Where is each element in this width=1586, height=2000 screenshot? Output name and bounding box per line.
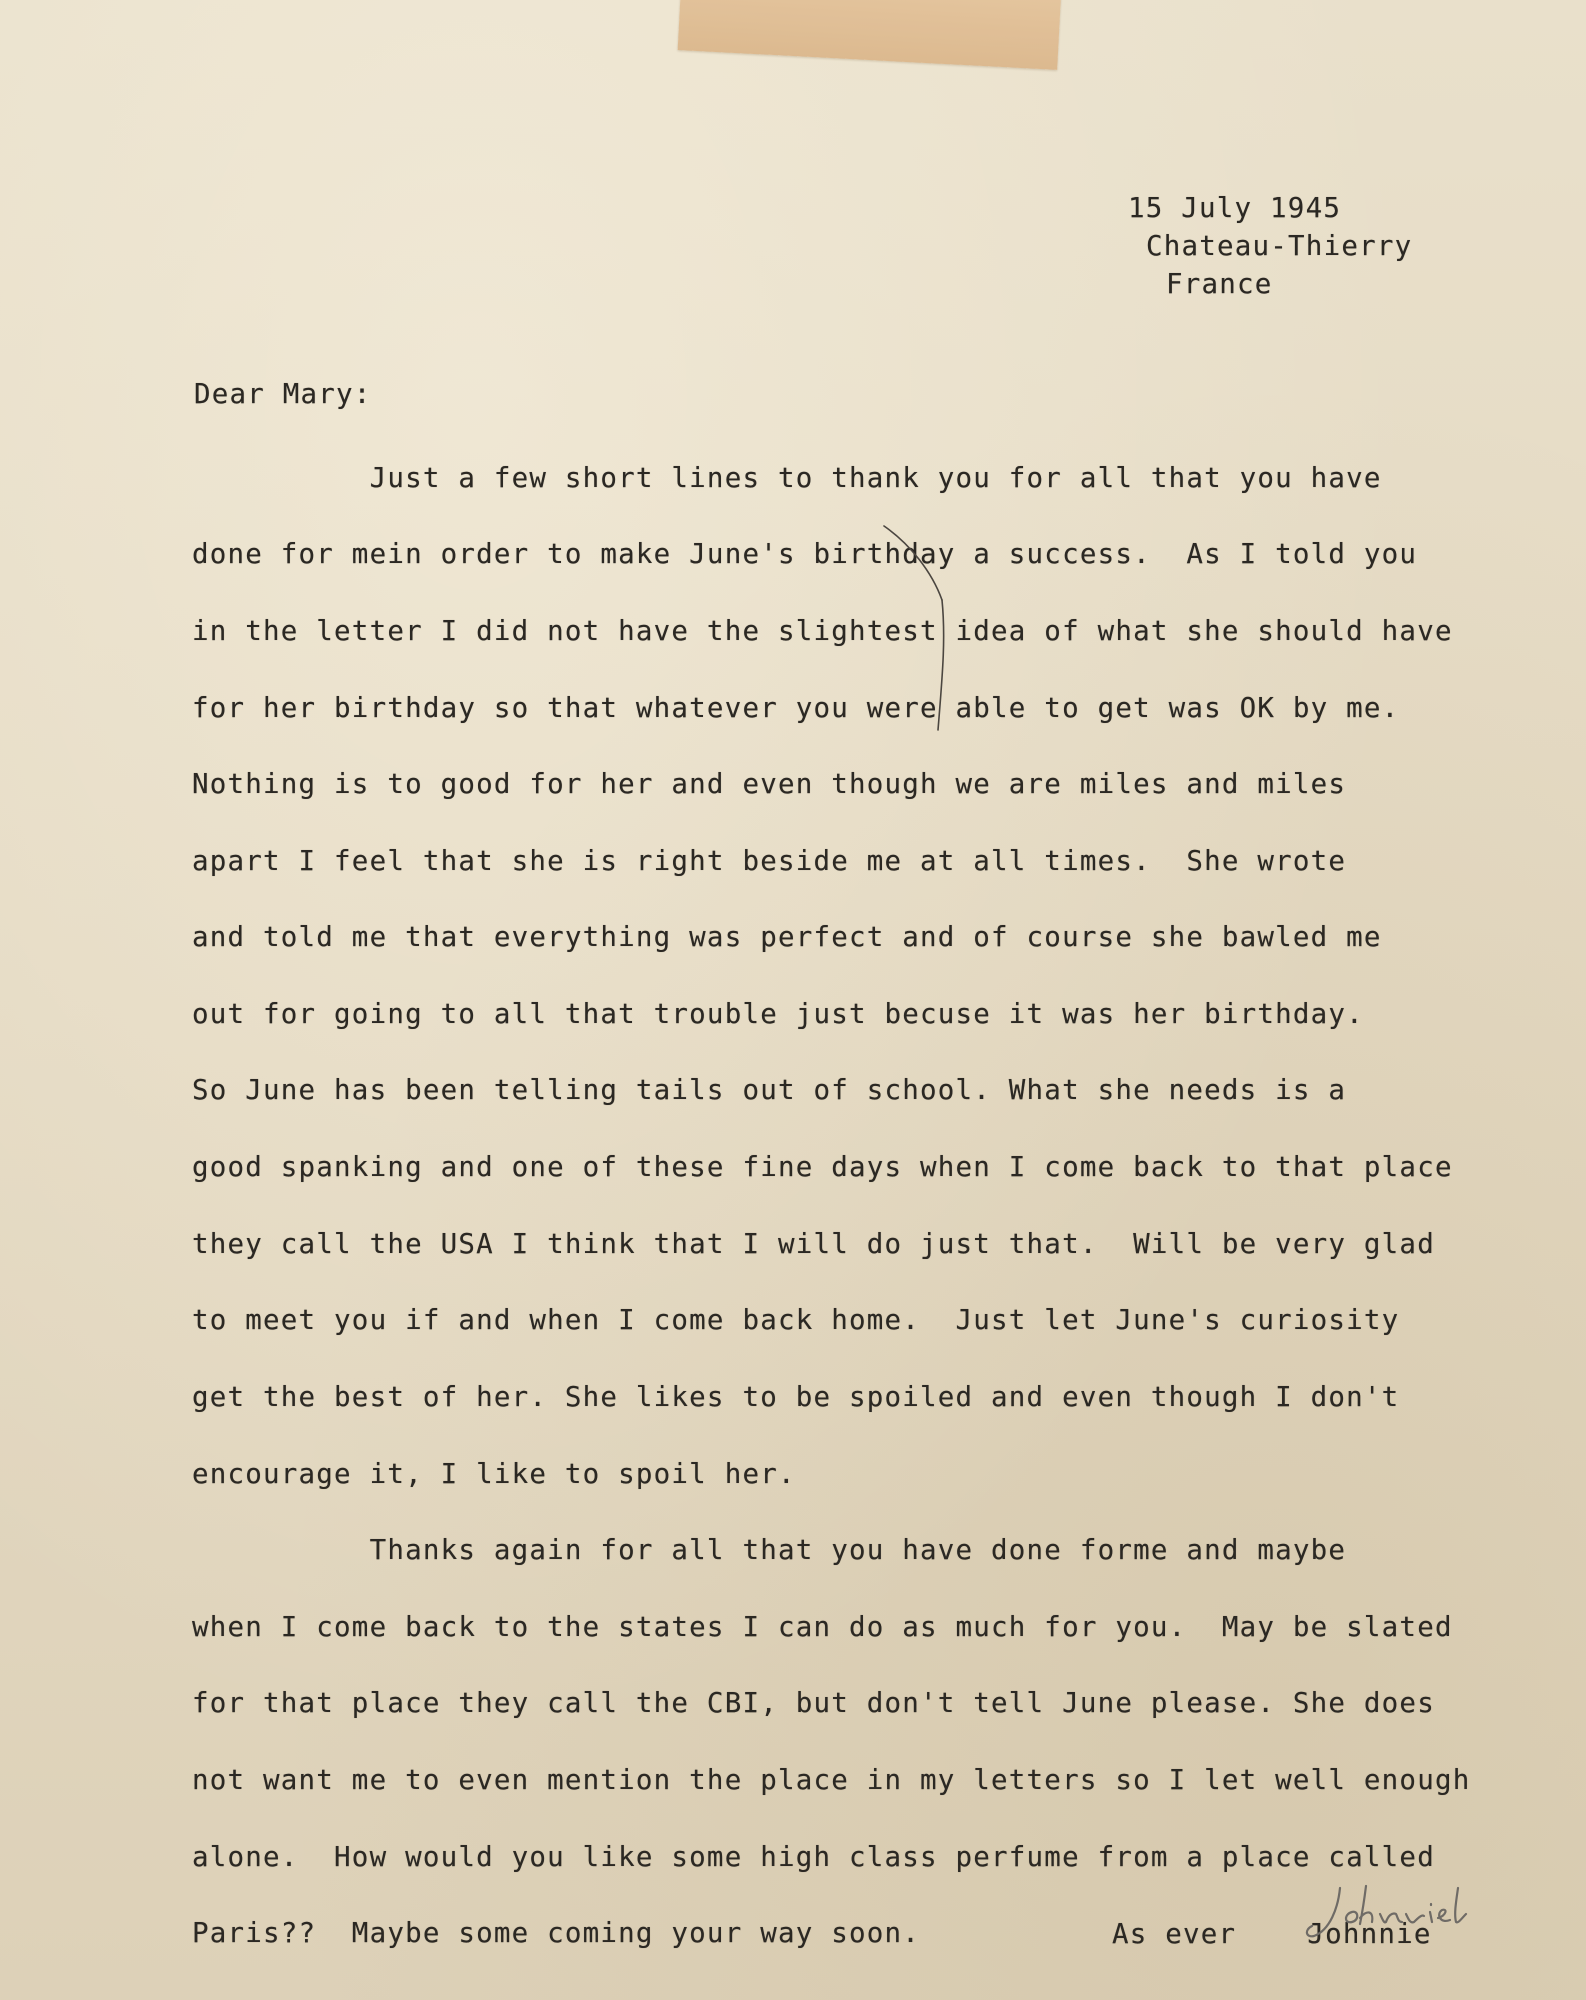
body-line: apart I feel that she is right beside me at all times. She wrote: [192, 845, 1347, 877]
letter-place: Chateau-Thierry: [1146, 230, 1413, 262]
letter-country: France: [1166, 268, 1273, 300]
body-line: when I come back to the states I can do as much for you. May be slated: [192, 1611, 1453, 1643]
pen-correction-mark: [880, 520, 1000, 740]
tape-strip: [678, 0, 1063, 70]
body-line: for her birthday so that whatever you were able to get was OK by me.: [192, 692, 1400, 724]
body-line: and told me that everything was perfect and of course she bawled me: [192, 921, 1382, 953]
body-line: encourage it, I like to spoil her.: [192, 1458, 796, 1490]
body-line: they call the USA I think that I will do just that. Will be very glad: [192, 1228, 1435, 1260]
body-line: Thanks again for all that you have done forme and maybe: [192, 1534, 1347, 1566]
body-line: done for mein order to make June's birthday a success. As I told you: [192, 538, 1418, 570]
body-line: not want me to even mention the place in my letters so I let well enough: [192, 1764, 1471, 1796]
body-line: Just a few short lines to thank you for all that you have: [192, 462, 1382, 494]
typed-signature-name: Johnnie: [1307, 1918, 1432, 1950]
handwritten-signature: [1300, 1878, 1490, 1948]
body-line: Paris?? Maybe some coming your way soon.: [192, 1917, 921, 1949]
body-line: So June has been telling tails out of school. What she needs is a: [192, 1074, 1347, 1106]
body-line: out for going to all that trouble just becuse it was her birthday.: [192, 998, 1364, 1030]
closing-phrase: As ever: [1112, 1918, 1237, 1950]
body-line: good spanking and one of these fine days when I come back to that place: [192, 1151, 1453, 1183]
body-line: for that place they call the CBI, but don't tell June please. She does: [192, 1687, 1435, 1719]
body-line: get the best of her. She likes to be spoiled and even though I don't: [192, 1381, 1400, 1413]
body-line: to meet you if and when I come back home. Just let June's curiosity: [192, 1304, 1400, 1336]
salutation: Dear Mary:: [194, 378, 372, 410]
body-line: in the letter I did not have the slightest idea of what she should have: [192, 615, 1453, 647]
body-line: Nothing is to good for her and even though we are miles and miles: [192, 768, 1347, 800]
letter-date: 15 July 1945: [1128, 192, 1342, 224]
body-line: alone. How would you like some high class perfume from a place called: [192, 1841, 1435, 1873]
